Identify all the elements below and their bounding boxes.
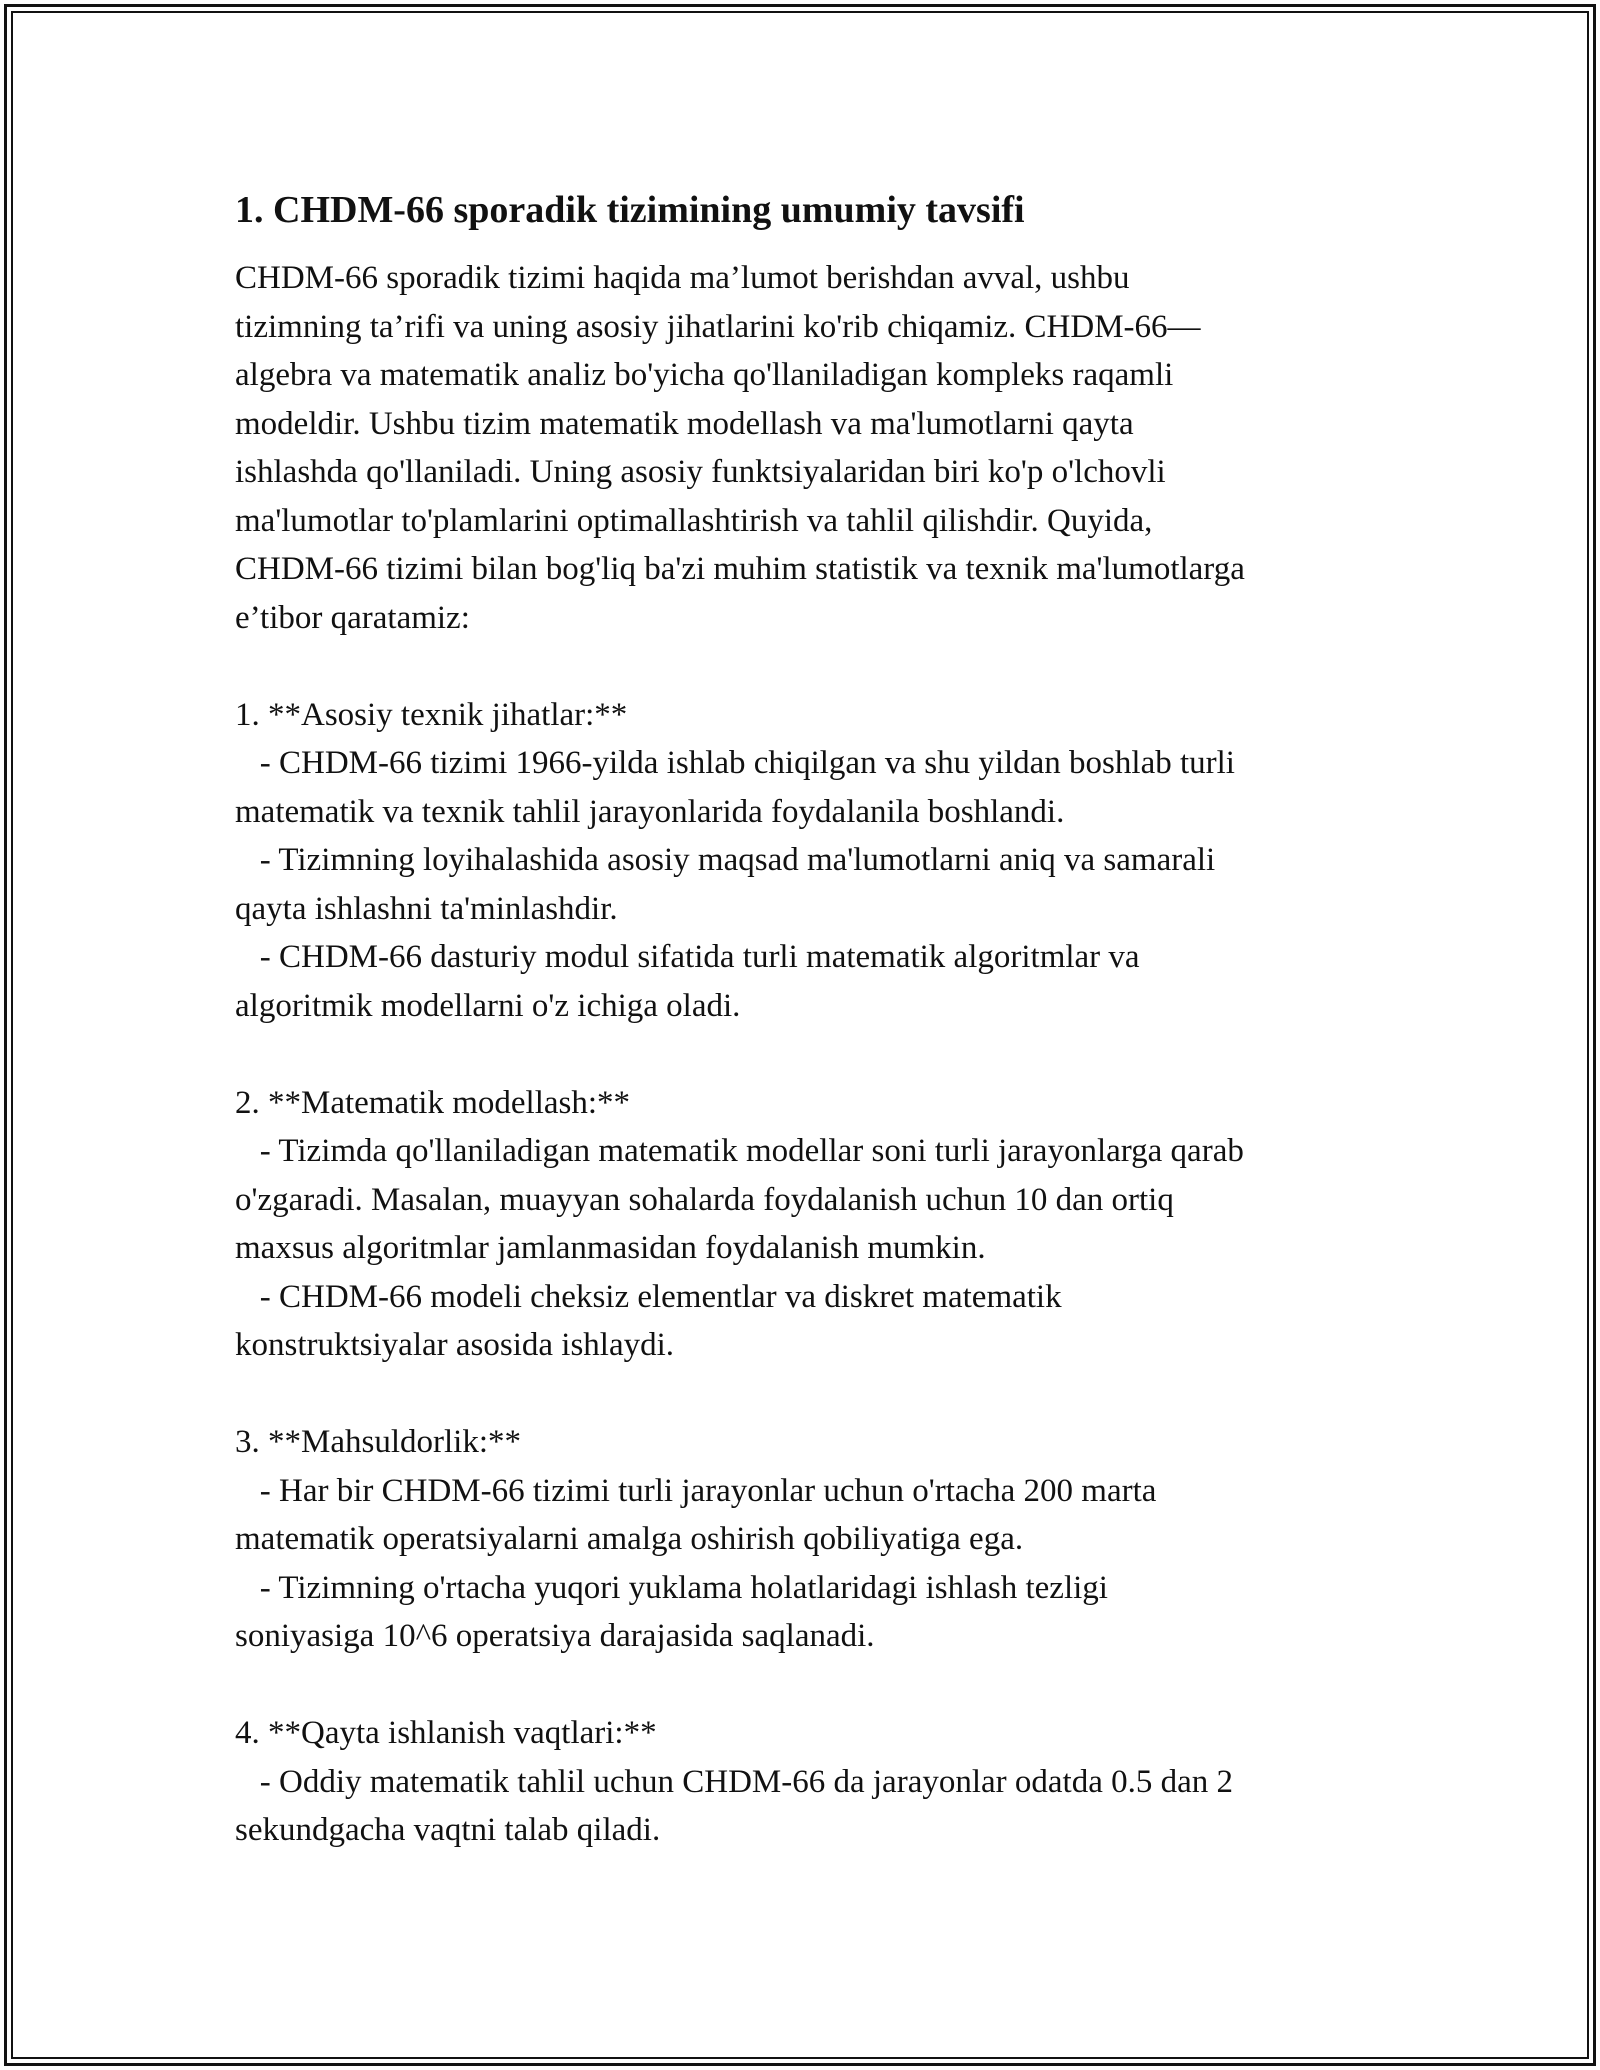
text-line: algebra va matematik analiz bo'yicha qo'llaniladigan kompleks raqamli (235, 357, 1174, 393)
text-line: qayta ishlashni ta'minlashdir. (235, 890, 618, 927)
text-line: sekundgacha vaqtni talab qiladi. (235, 1812, 661, 1848)
document-title: 1. CHDM-66 sporadik tizimining umumiy tavsifi (235, 189, 1025, 231)
section-heading: 3. **Mahsuldorlik:** (235, 1424, 521, 1460)
text-line: matematik operatsiyalarni amalga oshirish qobiliyatiga ega. (235, 1521, 1024, 1557)
section-heading: 1. **Asosiy texnik jihatlar:** (235, 696, 628, 733)
text-line: - CHDM-66 modeli cheksiz elementlar va diskret matematik (235, 1278, 1062, 1315)
text-line: ishlashda qo'llaniladi. Uning asosiy funktsiyalaridan biri ko'p o'lchovli (235, 454, 1166, 490)
text-line: - CHDM-66 dasturiy modul sifatida turli matematik algoritmlar va (235, 939, 1140, 975)
text-line: - Tizimning loyihalashida asosiy maqsad ma'lumotlarni aniq va samarali (235, 842, 1216, 878)
text-line: soniyasiga 10^6 operatsiya darajasida saqlanadi. (235, 1618, 875, 1654)
text-line: o'zgaradi. Masalan, muayyan sohalarda foydalanish uchun 10 dan ortiq (235, 1181, 1174, 1218)
section-heading: 2. **Matematik modellash:** (235, 1084, 631, 1121)
text-line: CHDM-66 tizimi bilan bog'liq ba'zi muhim statistik va texnik ma'lumotlarga (235, 551, 1245, 587)
text-line: ma'lumotlar to'plamlarini optimallashtirish va tahlil qilishdir. Quyida, (235, 502, 1153, 539)
intro-paragraph (235, 254, 1370, 1855)
blank-line (235, 1370, 1370, 1419)
text-line: maxsus algoritmlar jamlanmasidan foydalanish mumkin. (235, 1230, 986, 1266)
text-line: modeldir. Ushbu tizim matematik modellash va ma'lumotlarni qayta (235, 405, 1134, 442)
blank-line (235, 1030, 1370, 1079)
text-line: CHDM-66 sporadik tizimi haqida ma’lumot berishdan avval, ushbu (235, 260, 1130, 296)
blank-line (235, 1661, 1370, 1710)
text-line: tizimning ta’rifi va uning asosiy jihatlarini ko'rib chiqamiz. CHDM-66— (235, 308, 1201, 345)
text-line: - Tizimda qo'llaniladigan matematik modellar soni turli jarayonlarga qarab (235, 1133, 1244, 1169)
section-heading: 4. **Qayta ishlanish vaqtlari:** (235, 1715, 657, 1751)
text-line: - Tizimning o'rtacha yuqori yuklama holatlaridagi ishlash tezligi (235, 1569, 1108, 1606)
text-line: algoritmik modellarni o'z ichiga oladi. (235, 987, 741, 1024)
blank-line (235, 642, 1370, 691)
text-line: matematik va texnik tahlil jarayonlarida foydalanila boshlandi. (235, 793, 1065, 830)
text-line: - Har bir CHDM-66 tizimi turli jarayonlar uchun o'rtacha 200 marta (235, 1472, 1157, 1509)
document-body (235, 186, 1370, 1855)
text-line: - CHDM-66 tizimi 1966-yilda ishlab chiqilgan va shu yildan boshlab turli (235, 745, 1235, 781)
text-line: - Oddiy matematik tahlil uchun CHDM-66 da jarayonlar odatda 0.5 dan 2 (235, 1763, 1234, 1800)
text-line: konstruktsiyalar asosida ishlaydi. (235, 1327, 675, 1363)
text-line: e’tibor qaratamiz: (235, 599, 470, 636)
